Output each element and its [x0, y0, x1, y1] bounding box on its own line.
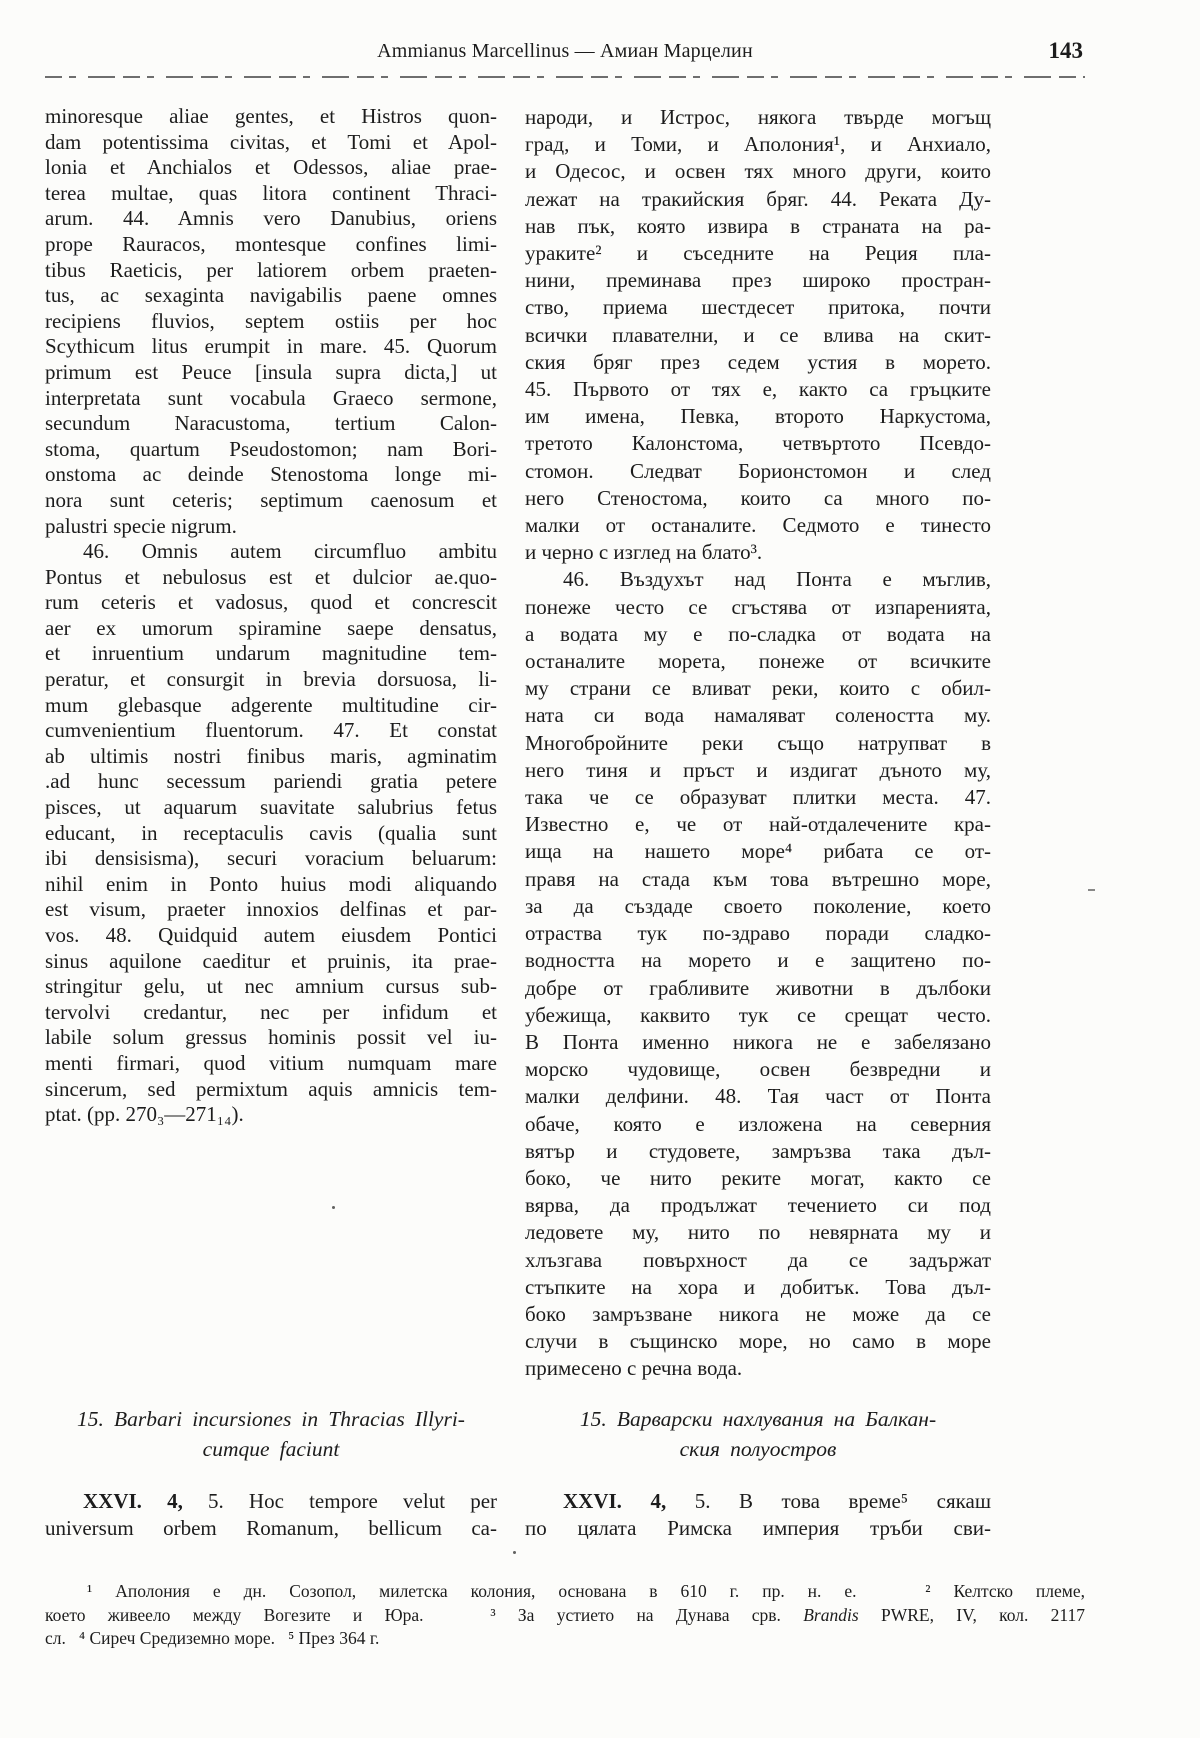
bulgarian-text-line: В Понта именно никога не е забелязано: [525, 1029, 991, 1054]
latin-text-line: lonia et Anchialos et Odessos, aliae prae-: [45, 155, 497, 180]
latin-main-text: [45, 104, 497, 1404]
bulgarian-text-line: по цялата Римска империя тръби сви-: [525, 1516, 991, 1540]
latin-text-line: mum glebasque adgerente multitudine cir-: [45, 692, 497, 717]
bulgarian-text-line: а водата му е по-сладка от водата на: [525, 621, 991, 646]
bulgarian-text-line: ския бряг през седем устия в морето.: [525, 349, 991, 374]
bulgarian-paragraph-continued: [525, 104, 991, 566]
header-rule: [45, 76, 1085, 78]
footnotes: [45, 1580, 1085, 1651]
bulgarian-text-line: ледовете му, нито по невярната му и: [525, 1220, 991, 1245]
bulgarian-text-line: понеже често се сгъстява от изпаренията,: [525, 594, 991, 619]
latin-text-line: prope Rauracos, montesque confines limi-: [45, 231, 497, 256]
scan-speck: [332, 1206, 335, 1209]
bulgarian-text-line: 45. Първото от тях е, както са гръцките: [525, 377, 991, 402]
page-number: 143: [1048, 38, 1083, 63]
bulgarian-section-heading: [525, 1404, 991, 1464]
latin-text-line: sincerum, sed permixtum aquis amnicis tem-: [45, 1076, 497, 1101]
bulgarian-text-line: убежища, каквито тук се срещат често.: [525, 1002, 991, 1027]
latin-text-line: vos. 48. Quidquid autem eiusdem Pontici: [45, 923, 497, 947]
bulgarian-text-line: вярва, да продължат течението си под: [525, 1193, 991, 1218]
bulgarian-text-line: вятър и студовете, замръзва така дъл-: [525, 1138, 991, 1163]
latin-text-line: cumvenientium fluentorum. 47. Et constat: [45, 718, 497, 743]
bulgarian-text-line: него тиня и пръст и издигат дъното му,: [525, 757, 991, 782]
bulgarian-text-line: обаче, която е изложена на северния: [525, 1111, 991, 1136]
footnote-line: ¹ Аполония е дн. Созопол, милетска колония, основана в 610 г. пр. н. е. ² Келтско племе,: [87, 1581, 1085, 1601]
latin-text-line: sinus aquilone caeditur et pruinis, ita prae-: [45, 948, 497, 973]
scan-speck: [513, 1551, 516, 1554]
bulgarian-text-line: му страни се вливат реки, които с обил-: [525, 676, 991, 701]
latin-text-line: onstoma ac deinde Stenostoma longe mi-: [45, 462, 497, 487]
latin-text-line: dam potentissima civitas, et Tomi et Apol-: [45, 129, 497, 154]
latin-section-heading: [45, 1404, 497, 1464]
bulgarian-text-line: ната си вода намаляват солеността му.: [525, 703, 991, 728]
latin-text-line: 46. Omnis autem circumfluo ambitu: [83, 539, 497, 564]
bulgarian-heading-line: 15. Варварски нахлувания на Балкан-: [579, 1407, 937, 1431]
bulgarian-text-line: и Одесос, и освен тях много други, които: [525, 159, 991, 184]
bulgarian-text-line: така че се образуват плитки места. 47.: [525, 785, 991, 810]
latin-text-line: et inruentium undarum magnitudine tem-: [45, 641, 497, 666]
bulgarian-text-line: град, и Томи, и Аполония¹, и Анхиало,: [525, 132, 991, 157]
bulgarian-text-line: и черно с изглед на блато³.: [525, 540, 763, 565]
latin-text-line: .ad hunc secessum pariendi gratia petere: [45, 769, 497, 794]
latin-text-line: nihil enim in Ponto huius modi aliquando: [45, 871, 497, 896]
latin-text-line: nora sunt ceteris; septimum caenosum et: [45, 487, 497, 512]
latin-section-paragraph: [45, 1488, 497, 1542]
latin-text-line: rum ceteris et vadosus, quod et concrescit: [45, 590, 497, 615]
bulgarian-text-line: XXVI. 4, 5. В това време⁵ сякаш: [563, 1489, 991, 1513]
latin-text-line: stoma, quartum Pseudostomon; nam Bori-: [45, 436, 497, 461]
bulgarian-text-line: 46. Въздухът над Понта е мъглив,: [563, 567, 991, 592]
latin-text-line: tus, ac sexaginta navigabilis paene omnes: [45, 283, 497, 308]
bulgarian-text-line: стомон. Следват Борионстомон и след: [525, 458, 991, 483]
bulgarian-paragraph-46-48: [525, 566, 991, 1382]
latin-text-line: peratur, et consurgit in brevia dorsuosa, li-: [45, 667, 497, 692]
latin-text-line: XXVI. 4, 5. Hoc tempore velut per: [83, 1489, 498, 1513]
latin-text-line: Pontus et nebulosus est et dulcior ae.quo-: [45, 564, 497, 589]
latin-text-line: primum est Peuce [insula supra dicta,] ut: [45, 359, 497, 384]
latin-heading-line: 15. Barbari incursiones in Thracias Illyri-: [77, 1407, 465, 1431]
scan-speck: [1088, 889, 1095, 891]
bulgarian-text-line: лежат на тракийския бряг. 44. Реката Ду-: [525, 186, 991, 211]
bulgarian-text-line: Известно е, че от най-отдалечените кра-: [525, 812, 991, 837]
bulgarian-text-line: случи в същинско море, но само в море: [525, 1329, 991, 1354]
latin-text-line: est visum, praeter innoxios delfinas et par-: [45, 897, 497, 922]
footnote-line: сл. ⁴ Сиреч Средиземно море. ⁵ През 364 г.: [45, 1628, 380, 1648]
latin-text-line: terea multae, quas litora continent Thraci-: [45, 180, 497, 205]
latin-text-line: menti firmari, quod vitium numquam mare: [45, 1050, 497, 1075]
bulgarian-text-line: им имена, Певка, второто Наркустома,: [525, 404, 991, 429]
latin-heading-line: cumque faciunt: [202, 1437, 340, 1461]
latin-text-line: ibi densisisma), securi voracium beluarum:: [45, 846, 497, 871]
bulgarian-text-line: хлъзгава повърхност да се задържат: [525, 1247, 991, 1272]
bulgarian-text-line: малки делфини. 48. Тая част от Понта: [525, 1084, 991, 1109]
latin-text-line: Scythicum litus erumpit in mare. 45. Quorum: [45, 334, 497, 359]
latin-text-line: palustri specie nigrum.: [45, 513, 237, 538]
page-header: [45, 40, 1085, 70]
latin-text-line: universum orbem Romanum, bellicum ca-: [45, 1516, 497, 1540]
bulgarian-text-line: отраства тук по-здраво поради сладко-: [525, 921, 991, 946]
bulgarian-column: [525, 104, 991, 1542]
latin-text-line: minoresque aliae gentes, et Histros quon-: [45, 104, 497, 128]
latin-text-line: ab ultimis nostri finibus maris, agminatim: [45, 743, 497, 768]
bulgarian-text-line: боко замръзване никога не може да се: [525, 1301, 991, 1326]
bulgarian-text-line: Многобройните реки също натрупват в: [525, 730, 991, 755]
bulgarian-text-line: стъпките на хора и добитък. Това дъл-: [525, 1274, 991, 1299]
latin-text-line: educant, in receptaculis cavis (qualia sunt: [45, 820, 497, 845]
bulgarian-text-line: боко, че нито реките могат, както се: [525, 1165, 991, 1190]
print-area: [45, 40, 1085, 1651]
latin-text-line: tervolvi credantur, nec per infidum et: [45, 999, 497, 1024]
latin-text-line: arum. 44. Amnis vero Danubius, oriens: [45, 206, 497, 231]
bulgarian-text-line: ство, приема шестдесет притока, почти: [525, 295, 991, 320]
latin-column: [45, 104, 497, 1542]
bulgarian-text-line: нав пък, която извира в страната на ра-: [525, 213, 991, 238]
bulgarian-text-line: малки от останалите. Седмото е тинесто: [525, 513, 991, 538]
latin-paragraph-46-48: [45, 539, 497, 1128]
bulgarian-text-line: всички плавателни, и се влива на скит-: [525, 322, 991, 347]
latin-text-line: secundum Naracustoma, tertium Calon-: [45, 411, 497, 436]
bulgarian-main-text: [525, 104, 991, 1404]
latin-text-line: aer ex umorum spiramine saepe densatus,: [45, 615, 497, 640]
latin-text-line: stringitur gelu, ut nec amnium cursus sub-: [45, 974, 497, 999]
latin-text-line: tibus Raeticis, per latiorem orbem praeten-: [45, 257, 497, 282]
bulgarian-section-paragraph: [525, 1488, 991, 1542]
latin-text-line: interpretata sunt vocabula Graeco sermone,: [45, 385, 497, 410]
bulgarian-text-line: него Стеностома, които са много по-: [525, 485, 991, 510]
bulgarian-text-line: правя на стада към това вътрешно море,: [525, 866, 991, 891]
footnote-line: което живеело между Вогезите и Юра. ³ За устието на Дунава срв. Brandis PWRE, IV, кол. 2117: [45, 1604, 1085, 1625]
bulgarian-text-line: морско чудовище, освен безвредни и: [525, 1057, 991, 1082]
latin-text-line: pisces, ut aquarum suavitate salubrius fetus: [45, 795, 497, 820]
bulgarian-text-line: водността на морето и е защитено по-: [525, 948, 991, 973]
bulgarian-text-line: за да създаде своето поколение, което: [525, 893, 991, 918]
running-title: Ammianus Marcellinus — Амиан Марцелин: [377, 40, 753, 62]
latin-text-line: labile solum gressus hominis possit vel iu-: [45, 1025, 497, 1050]
bulgarian-text-line: третото Калонстома, четвъртото Псевдо-: [525, 431, 991, 456]
bulgarian-text-line: нини, преминава през широко простран-: [525, 268, 991, 293]
bulgarian-text-line: примесено с речна вода.: [525, 1356, 743, 1381]
latin-text-line: recipiens fluvios, septem ostiis per hoc: [45, 308, 497, 333]
bulgarian-heading-line: ския полуостров: [679, 1437, 837, 1461]
bulgarian-text-line: ища на нашето море⁴ рибата се от-: [525, 839, 991, 864]
two-column-text: [45, 104, 1085, 1542]
bulgarian-text-line: добре от грабливите животни в дълбоки: [525, 975, 991, 1000]
bulgarian-text-line: народи, и Истрос, някога твърде могъщ: [525, 105, 991, 129]
latin-text-line: ptat. (pp. 270₃—271₁₄).: [45, 1102, 244, 1127]
bulgarian-text-line: ураките² и съседните на Реция пла-: [525, 241, 991, 266]
bulgarian-text-line: останалите морета, понеже от всичките: [525, 649, 991, 674]
latin-paragraph-continued: [45, 104, 497, 539]
